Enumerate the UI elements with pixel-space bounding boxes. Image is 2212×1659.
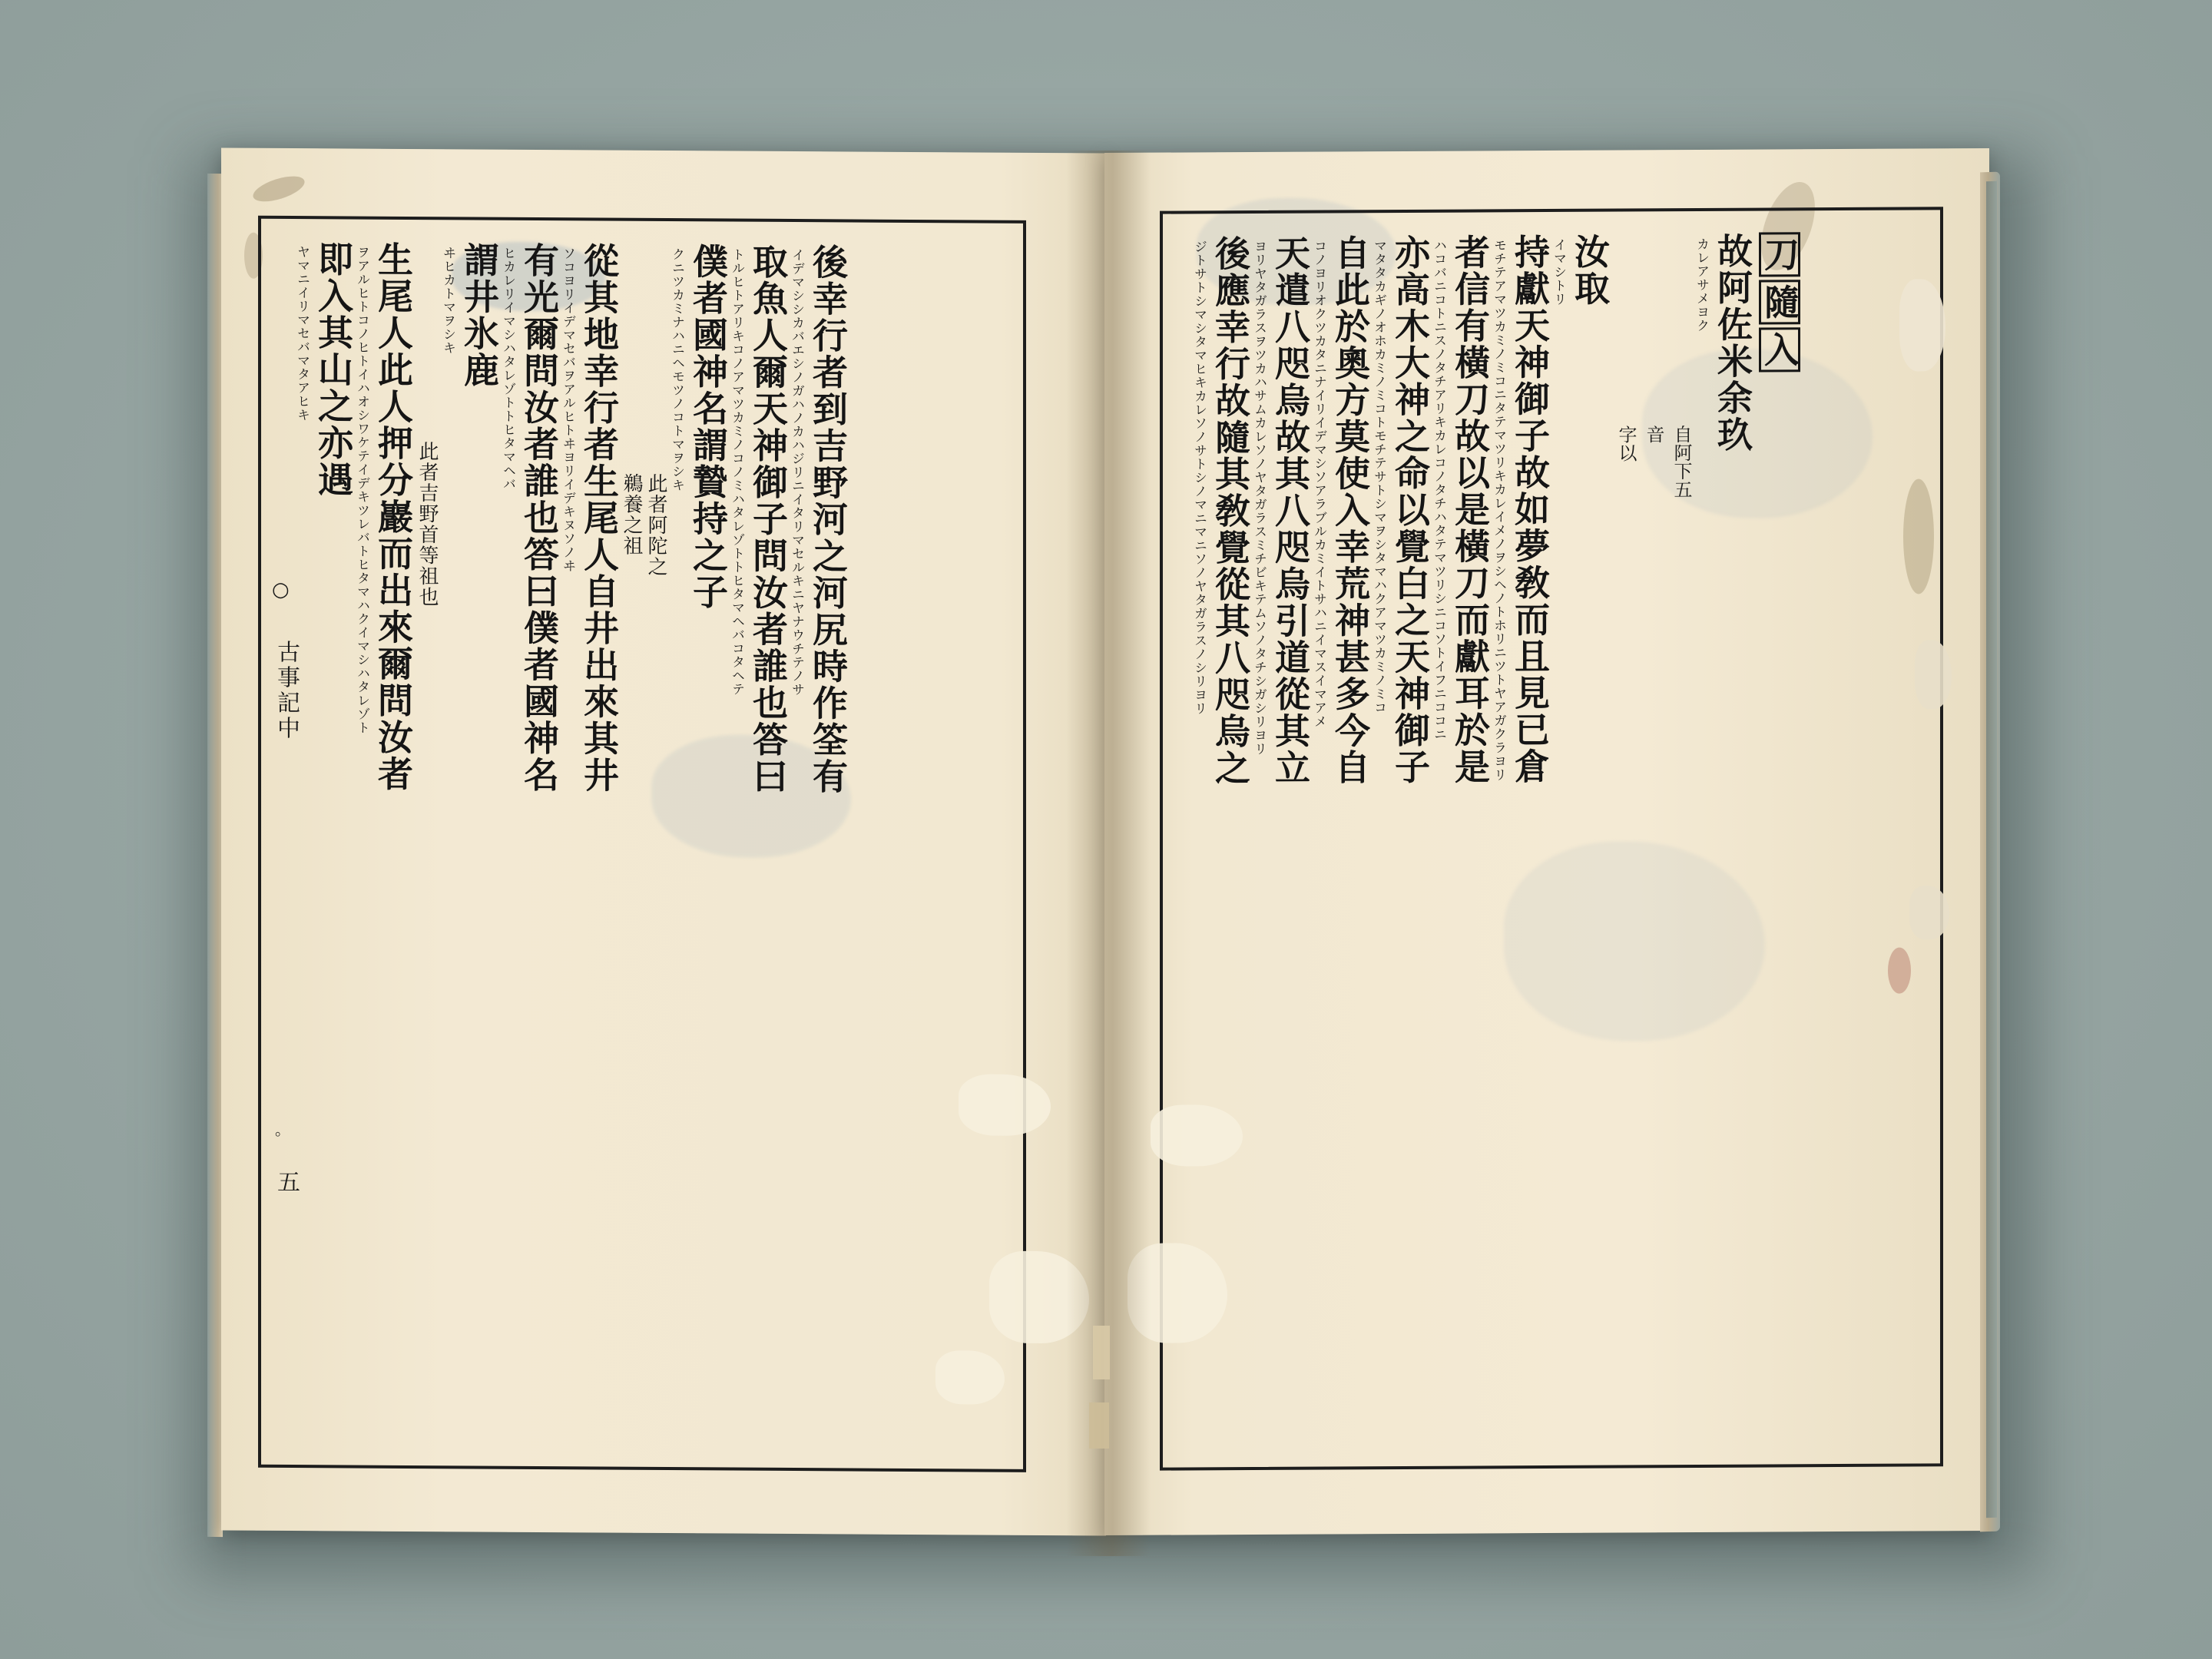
side-note-block bbox=[1608, 233, 1691, 1439]
side-note-line-2: 音 bbox=[1643, 425, 1664, 444]
folio-number: 五 bbox=[273, 1169, 300, 1194]
boxed-glyph-1: 刀 bbox=[1759, 232, 1800, 276]
main-text: 即入其山之亦遇 bbox=[313, 240, 354, 498]
boxed-glyph-2: 隨 bbox=[1759, 280, 1800, 324]
ruby-text: マタタカギノオホカミノミコトモチテサトシマヲシタマハクアマツカミノミコ bbox=[1371, 239, 1386, 715]
boxed-glyph-3: 入 bbox=[1759, 327, 1800, 372]
text-column bbox=[1369, 234, 1429, 1440]
main-text: 持獻天神御子故如夢敎而且見已倉 bbox=[1509, 233, 1551, 785]
text-column bbox=[558, 242, 618, 1429]
main-text: 自此於奧方莫使入幸荒神甚多今自 bbox=[1330, 234, 1371, 786]
paper-stain bbox=[250, 171, 308, 207]
ruby-text: コノヨリオクツカタニナイリイデマシソアラブルカミイトサハニイマスイマアメ bbox=[1311, 239, 1326, 729]
side-note-line-1: 自阿下五 bbox=[1671, 425, 1692, 499]
folio-circle-marker: ○ bbox=[272, 578, 290, 602]
ruby-text: ハコバニコトニスノタチアリキカレコノタチハタテマツリシニコソトイフニココニ bbox=[1431, 238, 1446, 741]
folio-dot-marker: 。 bbox=[275, 1120, 290, 1140]
interlinear-note: 鵜養之祖 bbox=[620, 472, 643, 557]
text-column bbox=[1691, 233, 1751, 1439]
text-column bbox=[292, 240, 352, 1427]
heading-column bbox=[1751, 232, 1800, 1438]
ruby-text: クニツカミナハニヘモツノコトマヲシキ bbox=[669, 247, 684, 492]
right-page bbox=[1104, 148, 1989, 1535]
right-page-columns bbox=[1189, 232, 1800, 1441]
main-text: 故阿佐米余玖 bbox=[1712, 232, 1753, 453]
main-text: 後應幸行故隨其敎覺從其八咫烏之 bbox=[1210, 235, 1251, 786]
main-text: 取魚人爾天神御子問汝者誰也答曰 bbox=[747, 243, 789, 795]
text-column bbox=[727, 243, 789, 1430]
boxed-heading bbox=[1751, 232, 1800, 375]
ruby-text: ヰヒカトマヲシキ bbox=[440, 246, 455, 355]
text-column bbox=[1429, 233, 1491, 1439]
ruby-text: ソコヨリイデマセバヲアルヒトヰヨリイデキヌソノヰ bbox=[560, 247, 575, 573]
main-text: 者信有橫刀故以是橫刀而獻耳於是 bbox=[1449, 233, 1491, 786]
text-column bbox=[352, 241, 412, 1428]
spine-edge bbox=[207, 174, 223, 1537]
main-text: 生尾人此人押分巖而出來爾問汝者 bbox=[373, 240, 414, 793]
main-text: 僕者國神名謂贄持之子 bbox=[687, 243, 729, 611]
text-column bbox=[1548, 233, 1611, 1439]
main-text: 後幸行者到吉野河之河尻時作筌有 bbox=[807, 243, 849, 796]
ruby-text: ジトサトシマシタマヒキカレソノサトシノマニマニソノヤタガラスノシリヨリ bbox=[1191, 240, 1207, 716]
ruby-text: トルヒトアリキコノアマツカミノコノミハタレゾトトヒタマヘバコタヘテ bbox=[729, 247, 744, 697]
interlinear-note: 此者阿陀之 bbox=[644, 472, 667, 578]
ruby-text: モチテアマツカミノミコニタテマツリキカレイメノヲシヘノトホリニツトヤアガクラヨリ bbox=[1491, 238, 1506, 782]
text-column bbox=[498, 242, 558, 1429]
open-book bbox=[221, 151, 1988, 1556]
main-text: 有光爾問汝者誰也答曰僕者國神名 bbox=[518, 241, 560, 793]
left-page bbox=[221, 147, 1106, 1535]
ruby-text: ヤマニイリマセバマタアヒキ bbox=[294, 245, 310, 422]
main-text: 汝取 bbox=[1569, 233, 1611, 307]
text-column bbox=[1488, 233, 1551, 1439]
text-column bbox=[412, 241, 498, 1429]
main-text: 從其地幸行者生尾人自井出來其井 bbox=[578, 242, 620, 794]
main-text: 謂井氷鹿 bbox=[459, 241, 500, 389]
ruby-text: ヒカレリイマシハタレゾトトヒタマヘバ bbox=[500, 246, 515, 492]
ruby-text: イマシトリ bbox=[1551, 237, 1566, 306]
running-title: 古事記中 bbox=[273, 639, 300, 742]
main-text: 亦高木大神之命以覺白之天神御子 bbox=[1389, 233, 1431, 786]
main-text: 天遣八咫烏故其八咫烏引道從其立 bbox=[1270, 234, 1311, 786]
text-column bbox=[1189, 235, 1249, 1441]
ruby-text: ヲアルヒトコノヒトイハオシワケテイデキツレバトヒタマハクイマシハタレゾト bbox=[354, 245, 369, 735]
text-column bbox=[1309, 234, 1369, 1440]
text-column bbox=[1249, 235, 1309, 1441]
side-note-line-3: 字以 bbox=[1615, 425, 1637, 462]
text-column bbox=[618, 243, 727, 1430]
ruby-text: ヨリヤタガラスヲツカハサムカレソノヤタガラスミチビキテムソノタチシガシリヨリ bbox=[1251, 239, 1267, 756]
text-column bbox=[786, 243, 849, 1430]
left-page-columns bbox=[292, 240, 849, 1430]
interlinear-note: 此者吉野首等祖也 bbox=[416, 441, 439, 608]
ruby-text: カレアサメヨク bbox=[1694, 237, 1709, 333]
book-fore-edge-shadow bbox=[1986, 181, 1997, 1518]
ruby-text: イデマシシカバエシノガハノカハジリニイタリマセルキニヤナウチテノサ bbox=[789, 247, 804, 697]
